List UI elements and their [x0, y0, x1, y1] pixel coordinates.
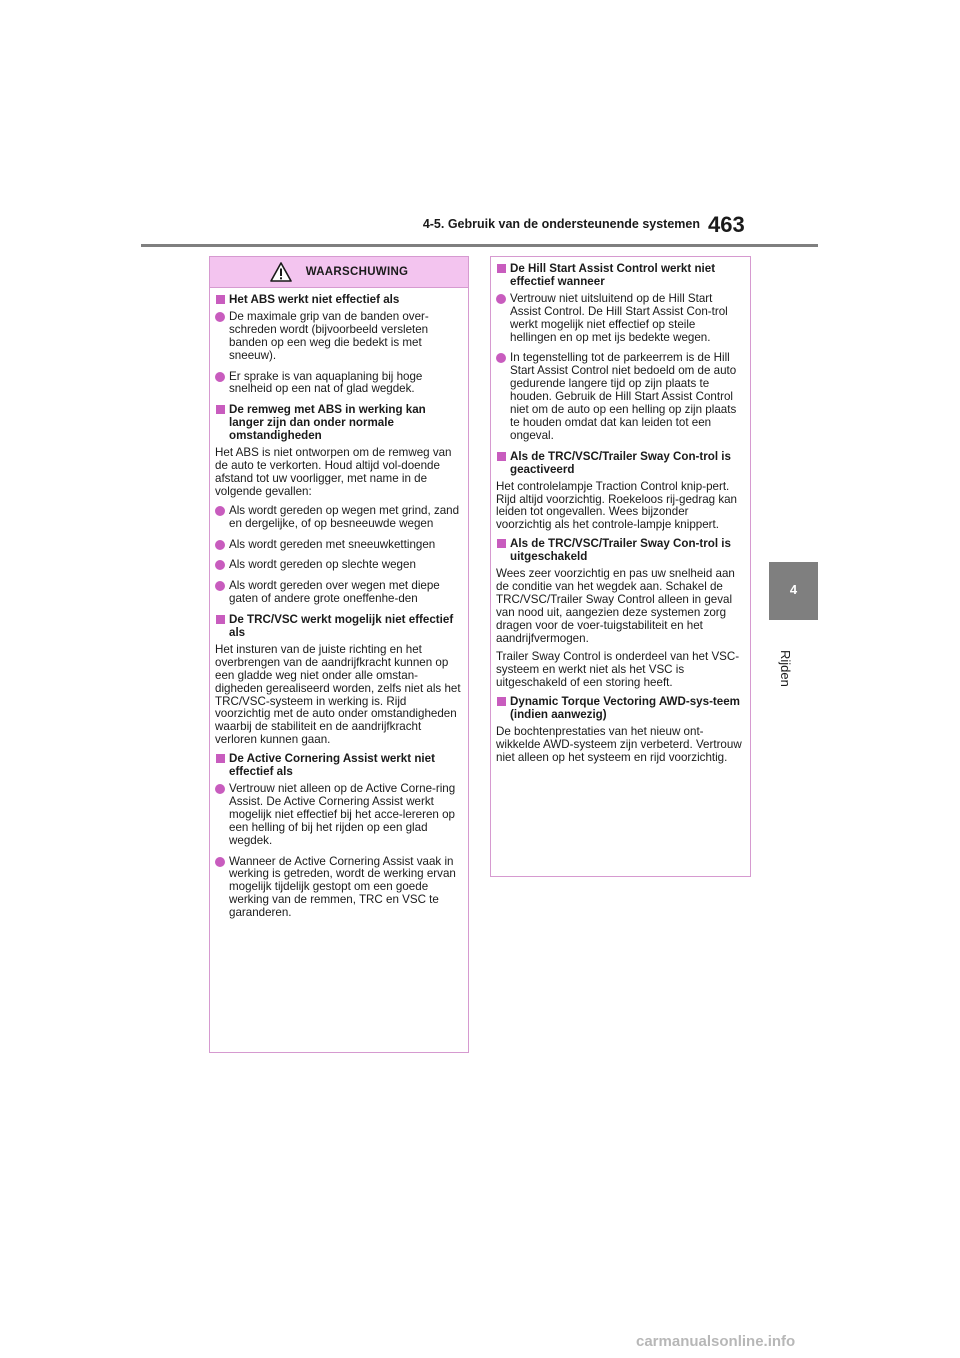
- subheading: [215, 294, 462, 307]
- round-bullet-icon: [215, 784, 225, 794]
- square-bullet-icon: [216, 754, 225, 763]
- item-text: Het controlelampje Traction Control knip-pert. Rijd altijd voorzichtig. Roekeloos rij-gedrag kan leiden tot ongevallen. Wees bijzonder voorzichtig als het controle-lampje knippert.: [496, 479, 738, 532]
- paragraph: [215, 644, 462, 747]
- bullet-item: [496, 352, 744, 442]
- square-bullet-icon: [216, 405, 225, 414]
- item-text: De remweg met ABS in werking kan langer zijn dan onder normale omstandigheden: [229, 403, 426, 443]
- section-title: 4-5. Gebruik van de ondersteunende systemen: [422, 217, 700, 231]
- item-text: Als de TRC/VSC/Trailer Sway Con-trol is uitgeschakeld: [510, 537, 731, 564]
- square-bullet-icon: [216, 615, 225, 624]
- subheading: [496, 538, 744, 564]
- item-text: Dynamic Torque Vectoring AWD-sys-teem (indien aanwezig): [510, 695, 740, 722]
- item-text: De bochtenprestaties van het nieuw ont-wikkelde AWD-systeem zijn verbeterd. Vertrouw niet alleen op het systeem en rijd voorzichtig.: [496, 725, 742, 764]
- square-bullet-icon: [497, 539, 506, 548]
- bullet-item: [215, 371, 462, 397]
- bullet-item: [215, 856, 462, 921]
- item-text: Vertrouw niet uitsluitend op de Hill Start Assist Control. De Hill Start Assist Con-trol werkt mogelijk niet effectief op steile hellingen en op met ijs bedekte wegen.: [510, 291, 728, 344]
- warning-triangle-icon: [270, 262, 292, 282]
- paragraph: [496, 568, 744, 645]
- warning-content-right: [491, 257, 750, 765]
- page-number: 463: [708, 212, 745, 237]
- watermark: carmanualsonline.info: [636, 1333, 796, 1350]
- warning-content-left: [210, 288, 468, 920]
- item-text: Wanneer de Active Cornering Assist vaak in werking is getreden, wordt de werking ervan mogelijk tijdelijk gestopt om een goede werking van de remmen, TRC en VSC te garanderen.: [229, 854, 456, 920]
- paragraph: [215, 447, 462, 499]
- subheading: [215, 404, 462, 443]
- bullet-item: [215, 505, 462, 531]
- item-text: Vertrouw niet alleen op de Active Corne-ring Assist. De Active Cornering Assist werkt mogelijk niet effectief bij het acce-lereren op een helling of bij het rijden op een glad wegdek.: [229, 782, 456, 847]
- round-bullet-icon: [215, 560, 225, 570]
- bullet-item: [215, 311, 462, 363]
- item-text: Als wordt gereden op slechte wegen: [229, 558, 416, 572]
- paragraph: [496, 481, 744, 533]
- paragraph: [496, 651, 744, 690]
- round-bullet-icon: [215, 540, 225, 550]
- item-text: De TRC/VSC werkt mogelijk niet effectief als: [229, 613, 454, 640]
- round-bullet-icon: [215, 506, 225, 516]
- item-text: Het ABS werkt niet effectief als: [229, 293, 400, 306]
- paragraph: [496, 726, 744, 765]
- warning-header: [210, 257, 468, 288]
- item-text: Als de TRC/VSC/Trailer Sway Con-trol is geactiveerd: [510, 449, 731, 476]
- square-bullet-icon: [216, 295, 225, 304]
- subheading: [496, 263, 744, 289]
- subheading: [215, 614, 462, 640]
- header-rule: [141, 244, 818, 247]
- bullet-item: [215, 783, 462, 848]
- round-bullet-icon: [496, 294, 506, 304]
- item-text: In tegenstelling tot de parkeerrem is de Hill Start Assist Control niet bedoeld om de auto gedurende langere tijd op zijn plaats te houden. Gebruik de Hill Start Assist Control niet om de auto op een helling op zijn plaats te houden omdat dat kan leiden tot een ongeval.: [510, 351, 737, 442]
- item-text: Als wordt gereden over wegen met diepe gaten of andere grote oneffenhe-den: [229, 579, 440, 606]
- square-bullet-icon: [497, 452, 506, 461]
- bullet-item: [496, 293, 744, 345]
- chapter-tab-label: Rijden: [778, 650, 793, 687]
- subheading: [496, 451, 744, 477]
- bullet-item: [215, 559, 462, 572]
- square-bullet-icon: [497, 264, 506, 273]
- warning-box-left: [209, 256, 469, 1053]
- item-text: Als wordt gereden met sneeuwkettingen: [229, 537, 436, 551]
- item-text: Trailer Sway Control is onderdeel van het VSC-systeem en werkt niet als het VSC is uitgeschakeld of een storing heeft.: [496, 650, 740, 690]
- item-text: Er sprake is van aquaplaning bij hoge snelheid op een nat of glad wegdek.: [229, 369, 423, 396]
- warning-title: WAARSCHUWING: [305, 266, 409, 278]
- item-text: De Hill Start Assist Control werkt niet effectief wanneer: [510, 262, 716, 288]
- item-text: Als wordt gereden op wegen met grind, zand en dergelijke, of op besneeuwde wegen: [229, 503, 460, 530]
- subheading: [496, 696, 744, 722]
- item-text: De maximale grip van de banden over-schreden wordt (bijvoorbeeld versleten banden op een weg die bedekt is met sneeuw).: [229, 309, 429, 362]
- item-text: Het insturen van de juiste richting en het overbrengen van de aandrijfkracht kunnen op een gladde weg niet onder alle omstan-digheden gerealiseerd worden, zelfs niet als het TRC/VSC-systeem in werking is. Rijd voorzichtig met de auto onder omstandigheden waarbij de stabiliteit en de aandrijfkracht verloren kunnen gaan.: [215, 642, 461, 747]
- chapter-tab-number: 4: [789, 582, 798, 597]
- item-text: Het ABS is niet ontworpen om de remweg van de auto te verkorten. Houd altijd vol-doende afstand tot uw voorligger, met name in de volgende gevallen:: [215, 446, 452, 498]
- item-text: Wees zeer voorzichtig en pas uw snelheid aan de conditie van het wegdek aan. Schakel de TRC/VSC/Trailer Sway Control alleen in geval van nood uit, aangezien deze systemen zorg dragen voor de voer-tuigstabiliteit en het aandrijfvermogen.: [496, 567, 735, 645]
- subheading: [215, 753, 462, 779]
- square-bullet-icon: [497, 697, 506, 706]
- bullet-item: [215, 580, 462, 606]
- round-bullet-icon: [215, 372, 225, 382]
- bullet-item: [215, 539, 462, 552]
- warning-box-right: [490, 256, 751, 877]
- item-text: De Active Cornering Assist werkt niet effectief als: [229, 752, 435, 779]
- round-bullet-icon: [215, 857, 225, 867]
- round-bullet-icon: [215, 581, 225, 591]
- round-bullet-icon: [215, 312, 225, 322]
- round-bullet-icon: [496, 353, 506, 363]
